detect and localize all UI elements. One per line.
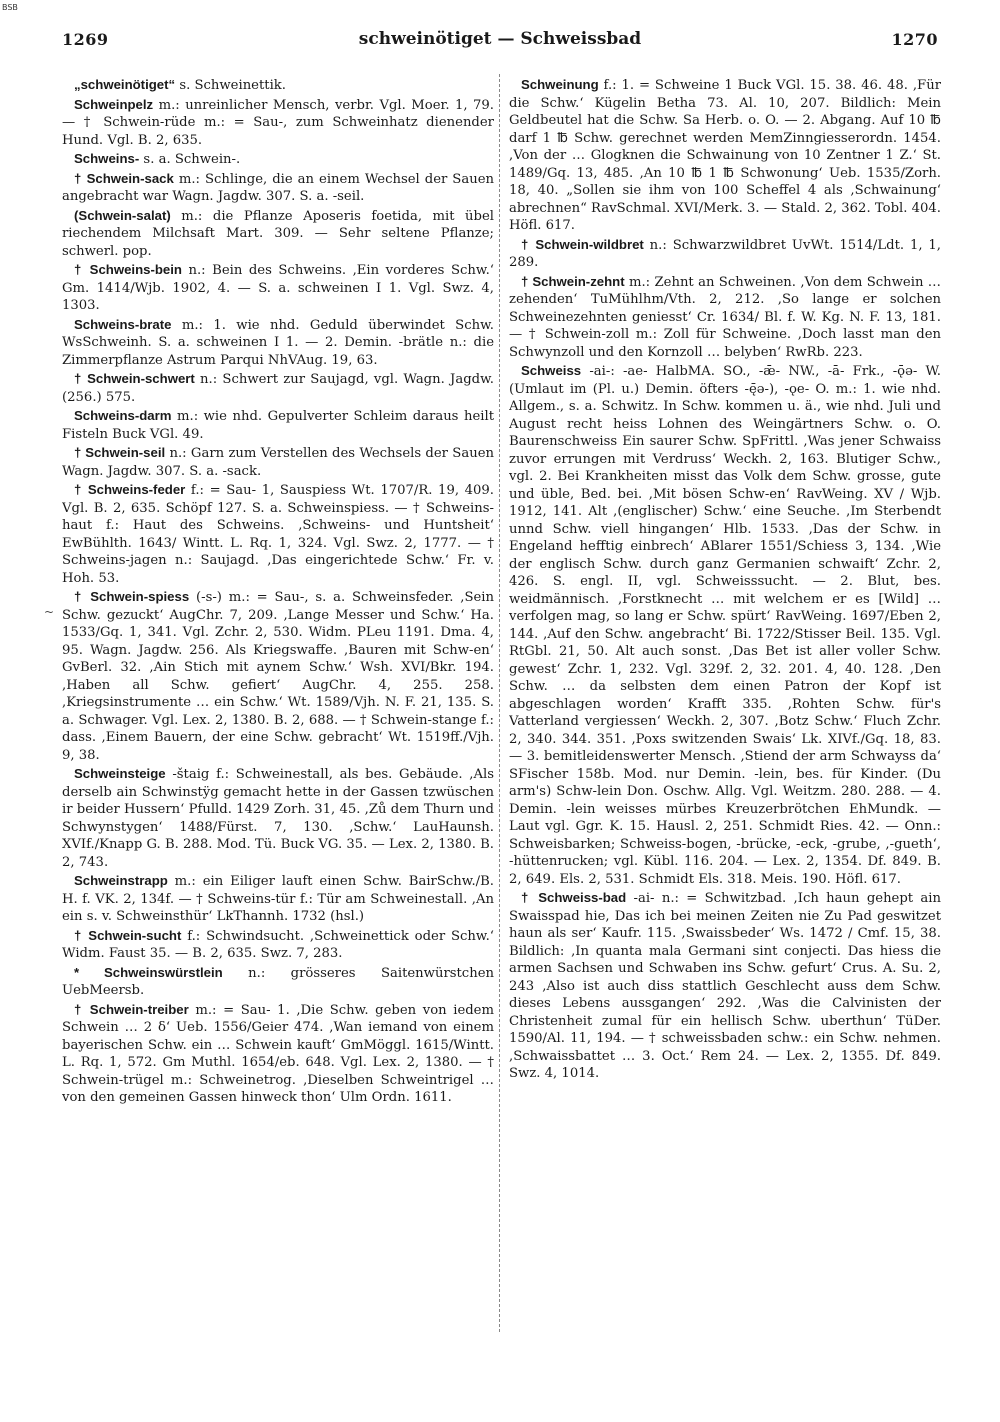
page-number-right: 1270 xyxy=(891,30,938,49)
dictionary-entry xyxy=(509,889,941,1083)
entry-headword: † Schweins-feder xyxy=(74,482,186,497)
entry-headword: Schweinung xyxy=(521,77,599,92)
entry-headword: (Schwein-salat) xyxy=(74,207,171,223)
entry-body: m.: wie nhd. Gepulverter Schleim daraus heilt Fisteln Buck VGl. 49. xyxy=(62,409,494,442)
margin-mark: ~ xyxy=(44,605,55,619)
entry-headword: „schweinötiget“ xyxy=(74,77,176,92)
entry-headword: † Schwein-schwert xyxy=(74,371,195,386)
dictionary-entry xyxy=(62,927,494,963)
right-column xyxy=(509,76,941,1084)
dictionary-entry xyxy=(509,236,941,272)
entry-body: s. Schweinettik. xyxy=(175,78,286,93)
dictionary-entry xyxy=(62,444,494,480)
entry-body: m.: ein Eiliger lauft einen Schw. BairSchw./B. H. f. VK. 2, 134f. — † Schweins-tür f.: Tür am Schweinestall. ,An ein s. v. Schweinsthür‘ LkThannh. 1732 (hsl.) xyxy=(62,874,494,924)
dictionary-entry xyxy=(62,96,494,150)
entry-headword: † Schwein-sack xyxy=(74,170,174,186)
entry-headword: † Schwein-seil xyxy=(74,445,166,460)
entry-body: m.: 1. wie nhd. Geduld überwindet Schw. WsSchweinh. S. a. schweinen I 1. — 2. Demin. -brätle n.: die Zimmerpflanze Astrum Parqui NhVAug. 19, 63. xyxy=(62,317,494,368)
dictionary-entry xyxy=(509,273,941,362)
entry-headword: † Schwein-spiess xyxy=(74,589,190,604)
entry-headword: * Schweinswürstlein xyxy=(74,964,223,980)
dictionary-entry xyxy=(62,407,494,443)
entry-headword: † Schwein-zehnt xyxy=(521,273,625,289)
entry-body: n.: Schwarzwildbret UvWt. 1514/Ldt. 1, 1, 289. xyxy=(509,237,941,270)
entry-body: -ai- n.: = Schwitzbad. ,Ich haun gehept ain Swaisspad hie, Das ich bei meinen Zeiten nie Zu Pad geswitzet haun als ser‘ Kaufr. 115. ,Swaissbeder‘ Ws. 1472 / Cmf. 15, 38. Bildlich: ,In quanta mala Germani sint conjecti. Das hiess die armen Sachsen und Schwaben ins Schw. gefurt‘ Crus. A. Su. 2, 243 ,Also ist auch diss stattlich Geschlecht auss dem Schw. dieses Lebens aussgangen‘ 292. ,Was die Calvinisten der Christenheit zumal für ein hellisch Schw. uberthun‘ TüDer. 1590/Al. 11, 194. — † schweissbaden schw.: ein Schw. nehmen. ,Schwaissbattet … 3. Oct.‘ Rem 24. — Lex. 2, 1355. Df. 849. Swz. 4, 1014. xyxy=(509,891,941,1081)
entry-body: m.: die Pflanze Aposeris foetida, mit übel riechendem Milchsaft Mart. 309. — Sehr seltene Pflanze; schwerl. pop. xyxy=(62,208,494,259)
entry-body: m.: Zehnt an Schweinen. ,Von dem Schwein … zehenden‘ TuMühlhm/Vth. 2, 212. ,So lange er solchen Schweinezehnten geniesst‘ Cr. 1634/ Bl. f. W. Kg. N. F. 13, 181. — † Schwein-zoll m.: Zoll für Schweine. ,Doch lasst man den Schwynzoll und den Kornzoll … belyben‘ RwRb. 223. xyxy=(509,274,941,360)
dictionary-entry xyxy=(62,588,494,764)
entry-body: n.: Garn zum Verstellen des Wechsels der Sauen Wagn. Jagdw. 307. S. a. -sack. xyxy=(62,446,494,479)
entry-headword: Schweinsteige xyxy=(74,766,166,781)
entry-headword: † Schwein-wildbret xyxy=(521,236,644,252)
library-stamp: BSB xyxy=(2,3,18,12)
left-column xyxy=(62,76,494,1108)
entry-body: m.: = Sau- 1. ,Die Schw. geben von iedem Schwein … 2 δ‘ Ueb. 1556/Geier 474. ,Wan iemand von einem bayerischen Schw. ein … Schwein kauft‘ GmMöggl. 1615/Wintt. L. Rq. 1, 572. Gm Muthl. 1654/eb. 648. Vgl. Lex. 2, 1380. — † Schwein-trügel m.: Schweinetrog. ,Dieselben Schweintrigel … von den gemeinen Gassen hinweck thon‘ Ulm Ordn. 1611. xyxy=(62,1002,494,1105)
entry-body: s. a. Schwein-. xyxy=(139,152,241,167)
entry-headword: † Schwein-treiber xyxy=(74,1001,189,1017)
dictionary-entry xyxy=(62,765,494,871)
entry-body: n.: Bein des Schweins. ,Ein vorderes Schw.‘ Gm. 1414/Wjb. 1902, 4. — S. a. schweinen I 1. Vgl. Swz. 4, 1303. xyxy=(62,263,494,313)
entry-body: m.: Schlinge, die an einem Wechsel der Sauen angebracht war Wagn. Jagdw. 307. S. a. -seil. xyxy=(62,171,494,204)
entry-headword: † Schwein-sucht xyxy=(74,927,182,943)
page-number-left: 1269 xyxy=(62,30,109,49)
dictionary-entry xyxy=(62,481,494,587)
entry-body: f.: Schwindsucht. ,Schweinettick oder Schw.‘ Widm. Faust 35. — B. 2, 635. Swz. 7, 283. xyxy=(62,928,494,961)
column-divider xyxy=(499,74,500,1332)
entry-body: -ai-: -ae- HalbMA. SO., -ǣ- NW., -ā- Frk., -ǭə- W. (Umlaut im (Pl. u.) Demin. öfters -ę̄ə-), -ǫe- O. m.: 1. wie nhd. Allgem., s. a. Schwitz. In Schw. kommen u. ä., wie nhd. Juli und August recht heiss Lohnen des Weingärtners Schw. o. O. Baurenschweiss Ein saurer Schw. SpFrittl. ,Was jener Schwaiss zuvor errungen mit Verdruss‘ Weckh. 2, 163. Blutiger Schw., vgl. 2. Bei Krankheiten misst das Volk dem Schw. grosse, gute und üble, Bed. bei. ,Mit bösen Schw-en‘ RavWeing. XV / Wjb. 1912, 141. Alt ,(englischer) Schw.‘ eine Seuche. ,Im Sterbendt unnd Schw. viell hingangen‘ Hlb. 1533. ,Das der Schw. in Engeland hefftig einbrech‘ ABlarer 1551/Schiess 3, 134. ,Wie der englisch Schw. durch ganz Germanien schwaift‘ Zchr. 2, 426. S. engl. II, vgl. Schweisssucht. — 2. Blut, bes. weidmännisch. ,Forstknecht … mit welchem er es [Wild] … verfolgen mag, so lang er Schw. spürt‘ RavWeing. 1697/Eben 2, 144. ,Auf den Schw. angebracht‘ Bi. 1722/Stisser Beil. 135. Vgl. RtGbl. 21, 50. Alt auch sonst. ,Das Bet ist aller voller Schw. gewest‘ Zchr. 1, 232. Vgl. 329f. 2, 32. 201. 4, 40. 128. ,Den Schw. … da selbsten dem einen Patron der Kopf ist abgeschlagen worden‘ Krafft 335. ,Rohten Schw. für's Vatterland vergiessen‘ Weckh. 2, 307. ,Botz Schw.‘ Fluch Zchr. 2, 340. 344. 351. ,Poxs switzenden Swais‘ Lk. XIVf./Gq. 18, 83. — 3. bemitleidenswerter Mensch. ,Stiend der arm Schwayss da‘ SFischer 158b. Mod. nur Demin. -lein, bes. für Kinder. (Du arm's) Schw-lein Don. Oschw. Allg. Vgl. Weitzm. 280. 288. — 4. Demin. -lein weisses mürbes Kreuzerbrötchen EhMundk. — Laut vgl. Ggr. K. 15. Hausl. 2, 251. Schmidt Ries. 42. — Onn.: Schweisbarken; Schweiss-bogen, -brücke, -eck, -grube, ,-gueth‘, -hüttenrucken; vgl. Kübl. 116. 204. — Lex. 2, 1354. Df. 849. B. 2, 649. Els. 2, 531. Schmidt Els. 318. Meis. 190. Höfl. 617. xyxy=(509,364,941,887)
running-head: schweinötiget — Schweissbad xyxy=(358,29,642,49)
dictionary-entry xyxy=(62,76,494,95)
entry-headword: Schweins- xyxy=(74,151,140,166)
entry-body: m.: unreinlicher Mensch, verbr. Vgl. Moer. 1, 79. — † Schwein-rüde m.: = Sau-, zum Schweinhatz dienender Hund. Vgl. B. 2, 635. xyxy=(62,97,494,148)
entry-headword: Schweins-darm xyxy=(74,408,172,423)
entry-body: -štaig f.: Schweinestall, als bes. Gebäude. ,Als derselb ain Schwinstÿg gemacht hette in der Gassen tzwüschen ir beider Hussern‘ Pfulld. 1429 Zorh. 31, 45. ,Zů dem Thurn und Schwynstygen‘ 1488/Fürst. 7, 130. ,Schw.‘ LauHaunsh. XVIf./Knapp G. B. 288. Mod. Tü. Buck VG. 35. — Lex. 2, 1380. B. 2, 743. xyxy=(62,767,494,870)
dictionary-entry xyxy=(62,150,494,169)
dictionary-entry xyxy=(62,872,494,926)
entry-headword: † Schweins-bein xyxy=(74,262,182,277)
entry-body: f.: = Sau- 1, Sauspiess Wt. 1707/R. 19, 409. Vgl. B. 2, 635. Schöpf 127. S. a. Schweinspiess. — † Schweins-haut f.: Haut des Schweins. ,Schweins- und Huntsheit‘ EwBühlth. 1643/ Wintt. L. Rq. 1, 324. Vgl. Swz. 2, 1777. — † Schweins-jagen n.: Saujagd. ,Das eingerichtede Schw.‘ Fr. v. Hoh. 53. xyxy=(62,483,494,586)
dictionary-entry xyxy=(62,370,494,406)
dictionary-entry xyxy=(62,1001,494,1107)
dictionary-entry xyxy=(509,362,941,888)
dictionary-entry xyxy=(62,207,494,261)
entry-headword: Schweiss xyxy=(521,363,582,378)
entry-headword: † Schweiss-bad xyxy=(521,890,627,905)
entry-body: (-s-) m.: = Sau-, s. a. Schweinsfeder. ,Sein Schw. gezuckt‘ AugChr. 7, 209. ,Lange Messer und Schw.‘ Ha. 1533/Gq. 1, 341. Vgl. Zchr. 2, 530. Widm. PLeu 1191. Dma. 4, 95. Wagn. Jagdw. 256. Als Kriegswaffe. ,Bauren mit Schw-en‘ GvBerl. 32. ,Ain Stich mit aynem Schw.‘ Wsh. XVI/Bkr. 194. ,Haben all Schw. gefiert‘ AugChr. 4, 255. 258. ,Kriegsinstrumente … ein Schw.‘ Wt. 1589/Vjh. N. F. 21, 135. S. a. Schwager. Vgl. Lex. 2, 1380. B. 2, 688. — † Schwein-stange f.: dass. ,Einem Bauern, der eine Schw. gebracht‘ Wt. 1519ff./Vjh. 9, 38. xyxy=(62,590,494,763)
dictionary-entry xyxy=(62,170,494,206)
dictionary-entry xyxy=(62,964,494,1000)
entry-body: n.: grösseres Saitenwürstchen UebMeersb. xyxy=(62,965,494,998)
entry-headword: Schweinpelz xyxy=(74,96,154,112)
dictionary-entry xyxy=(62,261,494,315)
dictionary-entry xyxy=(509,76,941,235)
entry-body: n.: Schwert zur Saujagd, vgl. Wagn. Jagdw. (256.) 575. xyxy=(62,372,494,405)
entry-body: f.: 1. = Schweine 1 Buck VGl. 15. 38. 46. 48. ,Für die Schw.‘ Kügelin Betha 73. Al. 10, 207. Bildlich: Mein Geldbeutel hat die Schw. Sa Herb. o. O. — 2. Abgang. Auf 10 ℔ darf 1 ℔ Schw. gerechnet werden MemZinngiesserordn. 1454. ,Von der … Glogknen die Schwainung von 10 Zentner 1 Z.‘ St. 1489/Gq. 13, 485. ,An 10 ℔ 1 ℔ Schwonung‘ Ueb. 1535/Zorh. 18, 40. „Sollen sie ihm von 100 Scheffel 4 als ,Schwainung‘ abrechnen“ RavSchmal. XVI/Merk. 3. — Stald. 2, 362. Tobl. 404. Höfl. 617. xyxy=(509,78,941,233)
entry-headword: Schweins-brate xyxy=(74,316,172,332)
entry-headword: Schweinstrapp xyxy=(74,873,168,888)
dictionary-entry xyxy=(62,316,494,370)
